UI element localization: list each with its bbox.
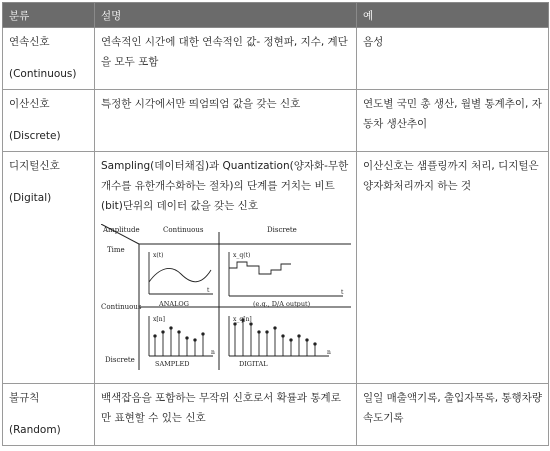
category-cell <box>3 152 95 384</box>
quantized-signal-label: x_q(t) <box>233 252 251 259</box>
description-cell: 백색잡음을 포함하는 무작위 신호로서 확률과 통계로만 표현할 수 있는 신호 <box>95 384 357 446</box>
category-cell <box>3 28 95 90</box>
category-english: (Random) <box>9 424 61 436</box>
sampled-stems <box>154 327 204 356</box>
discrete-column-label: Discrete <box>267 226 297 234</box>
amplitude-label: Amplitude <box>103 226 140 234</box>
example-cell: 연도별 국민 총 생산, 월별 통계추이, 자동차 생산추이 <box>357 90 549 152</box>
sampled-label: SAMPLED <box>155 360 190 368</box>
category-english: (Digital) <box>9 192 52 204</box>
quantized-t-label: t <box>341 289 344 296</box>
digital-signal-label: x_q[n] <box>233 316 252 323</box>
description-cell: 연속적인 시간에 대한 연속적인 값- 정현파, 지수, 계단을 모두 포함 <box>95 28 357 90</box>
sampled-n-label: n <box>211 349 215 356</box>
digital-stems <box>234 319 316 356</box>
da-output-label: (e.g., D/A output) <box>253 300 311 308</box>
signal-types-figure <box>101 224 353 372</box>
signal-table <box>2 2 549 446</box>
category-name: 디지털신호 <box>9 160 60 172</box>
category-name: 이산신호 <box>9 98 50 110</box>
table-row <box>3 90 549 152</box>
example-cell: 이산신호는 샘플링까지 처리, 디지털은 양자화처리까지 하는 것 <box>357 152 549 384</box>
analog-label: ANALOG <box>159 300 189 308</box>
analog-waveform <box>149 268 211 282</box>
digital-n-label: n <box>327 349 331 356</box>
header-row <box>3 3 549 28</box>
description-cell <box>95 152 357 384</box>
sampled-signal-label: x[n] <box>153 316 165 323</box>
quantized-staircase <box>229 262 291 274</box>
category-english: (Continuous) <box>9 68 77 80</box>
continuous-row-label: Continuous <box>101 303 142 311</box>
analog-signal-label: x(t) <box>153 252 164 259</box>
example-cell: 음성 <box>357 28 549 90</box>
category-name: 불규칙 <box>9 392 40 404</box>
category-cell <box>3 90 95 152</box>
category-name: 연속신호 <box>9 36 50 48</box>
description-text: Sampling(데이터채집)과 Quantization(양자화-무한개수를 유한개수화하는 절차)의 단계를 거치는 비트(bit)단위의 데이터 값을 갖는 신호 <box>101 160 349 212</box>
digital-label: DIGITAL <box>239 360 268 368</box>
header-example: 예 <box>357 3 549 28</box>
table-row <box>3 384 549 446</box>
example-cell: 일일 매출액기록, 출입자목록, 통행차량속도기록 <box>357 384 549 446</box>
discrete-row-label: Discrete <box>105 356 135 364</box>
description-cell: 특정한 시각에서만 띄엄띄엄 값을 갖는 신호 <box>95 90 357 152</box>
continuous-column-label: Continuous <box>163 226 204 234</box>
time-label: Time <box>107 246 125 254</box>
category-english: (Discrete) <box>9 130 61 142</box>
category-cell <box>3 384 95 446</box>
analog-t-label: t <box>207 287 210 294</box>
table-row <box>3 152 549 384</box>
header-category: 분류 <box>3 3 95 28</box>
header-description: 설명 <box>95 3 357 28</box>
table-row <box>3 28 549 90</box>
